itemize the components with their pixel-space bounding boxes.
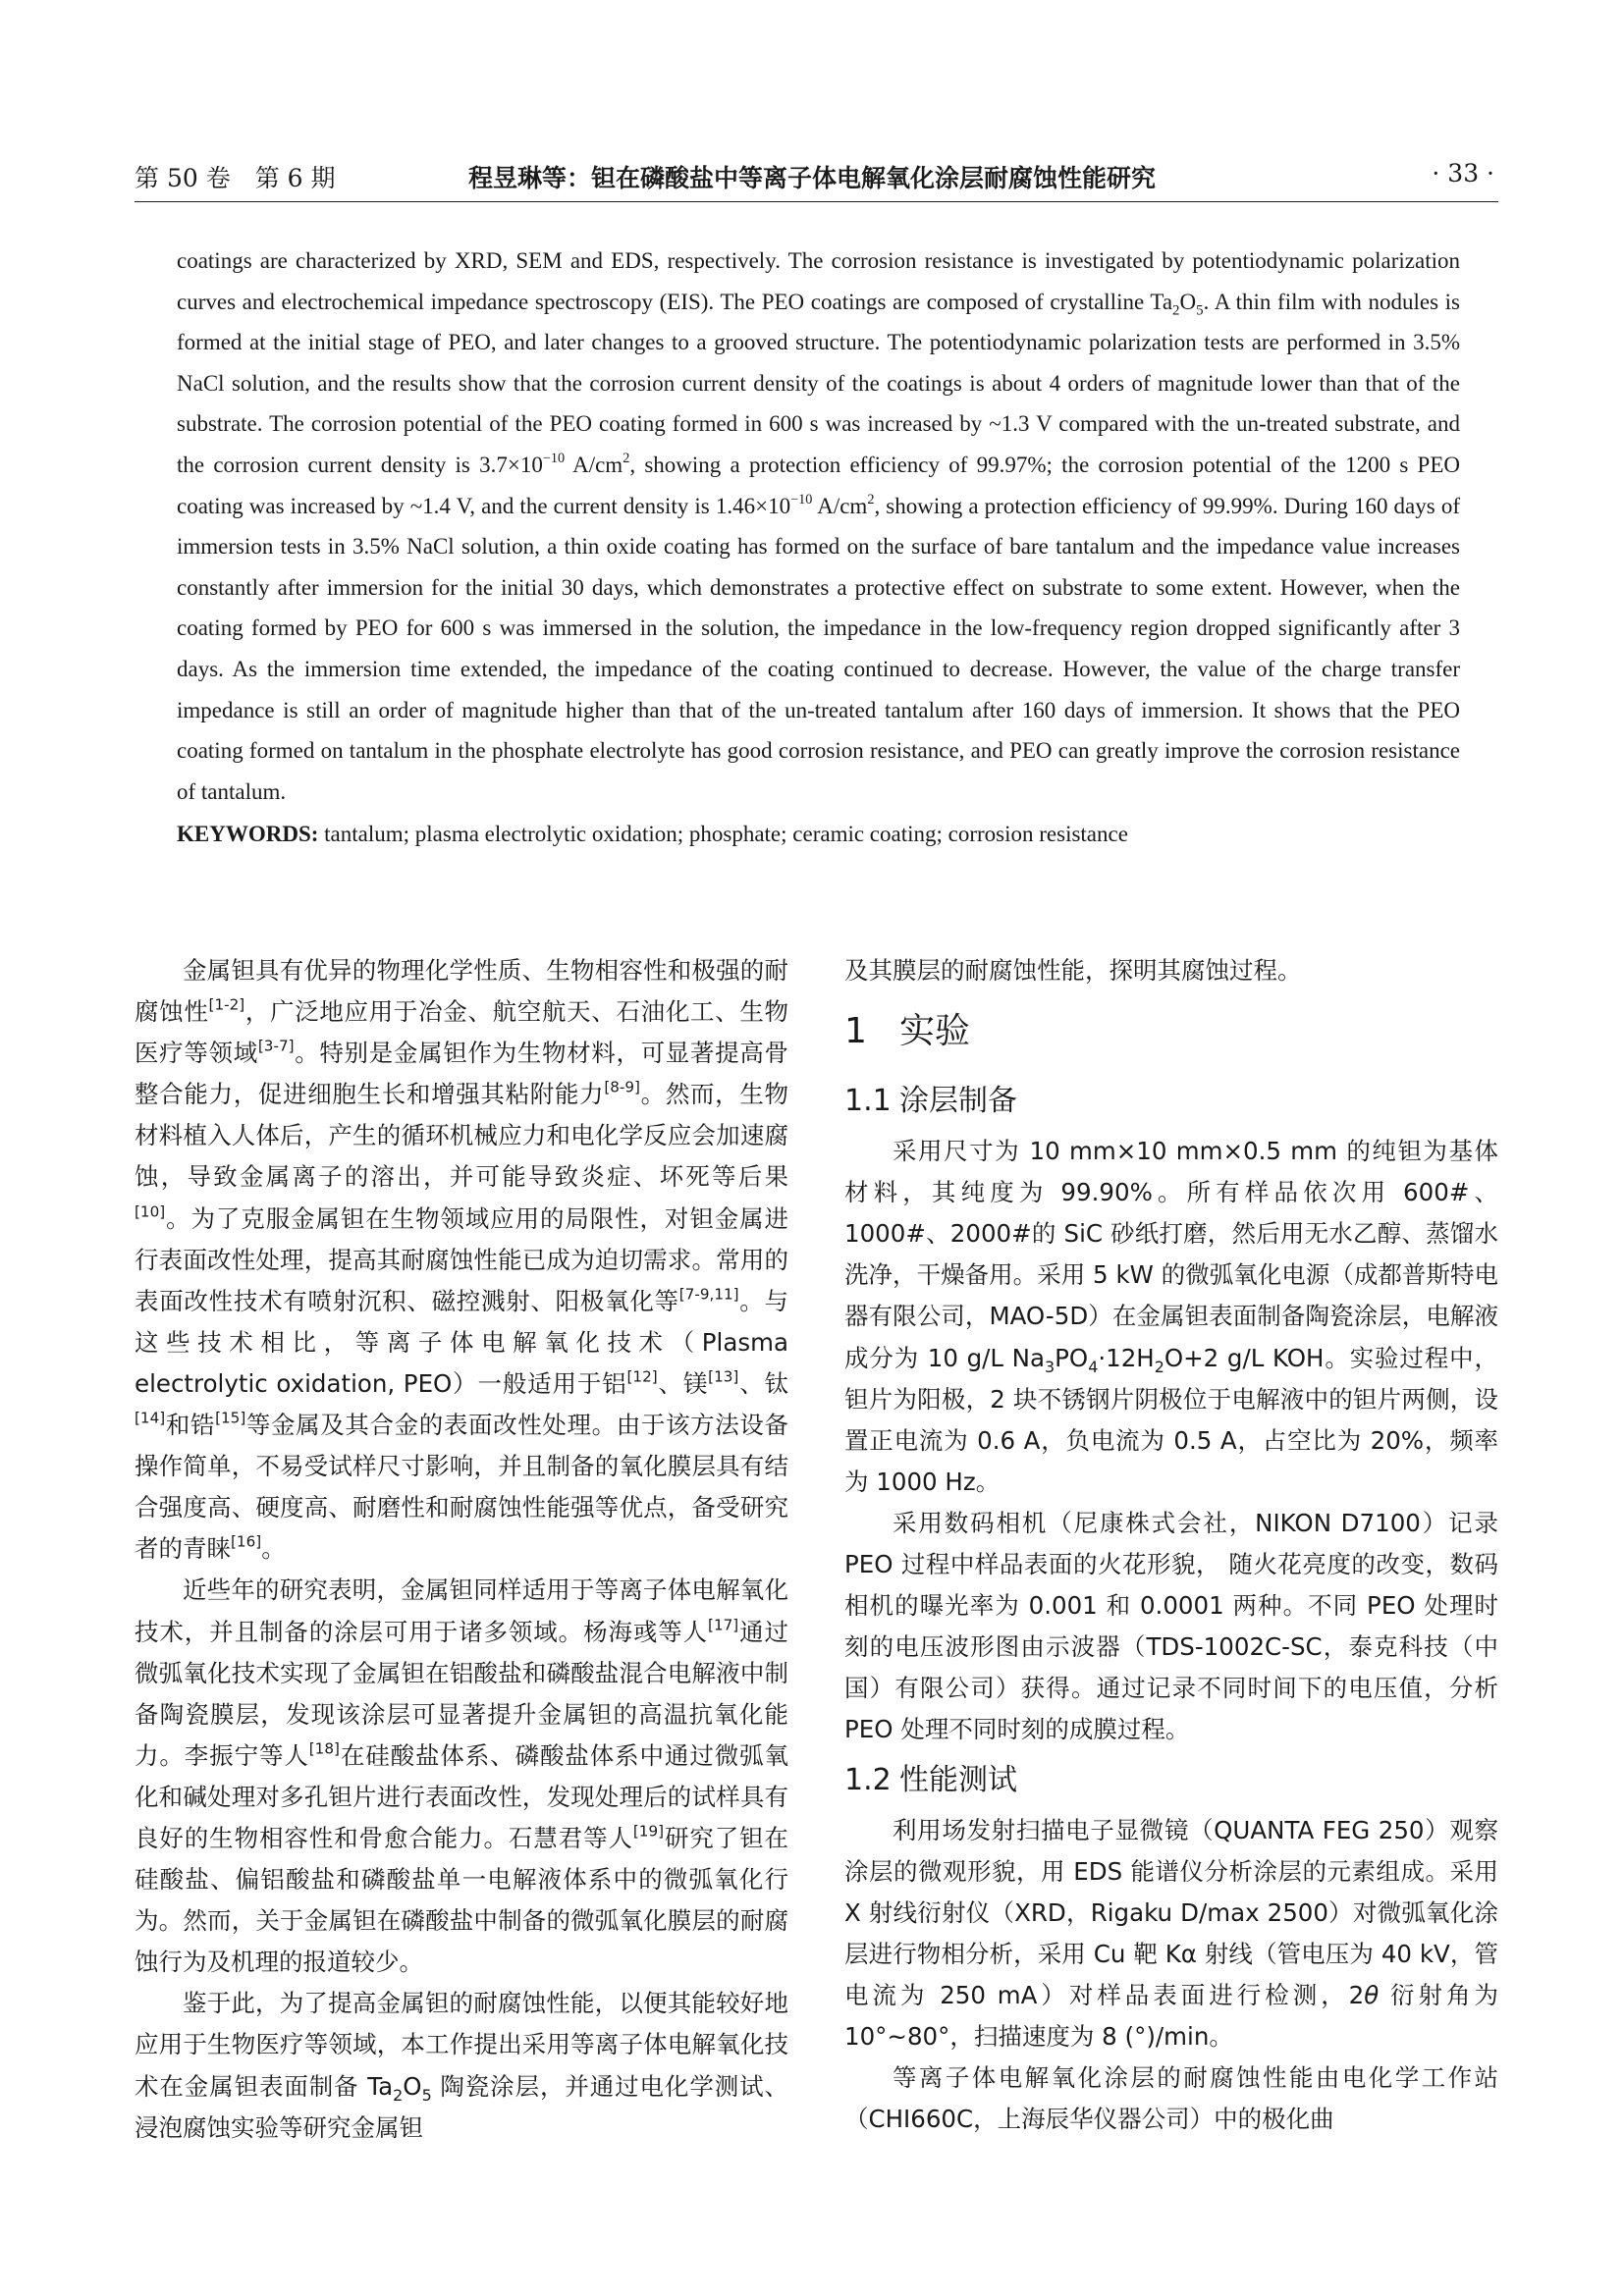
method-paragraph-4: 等离子体电解氧化涂层的耐腐蚀性能由电化学工作站（CHI660C，上海辰华仪器公司）中的极化曲 — [844, 2063, 1498, 2134]
running-head — [135, 155, 1498, 198]
subsection-title: 性能测试 — [899, 1762, 1017, 1797]
keywords-label: KEYWORDS: — [177, 822, 319, 847]
subsection-number: 1.2 — [844, 1762, 892, 1797]
method-paragraph-2: 采用数码相机（尼康株式会社，NIKON D7100）记录 PEO 过程中样品表面的火花形貌， 随火花亮度的改变，数码相机的曝光率为 0.001 和 0.0001 两种。不同 PEO 处理时刻的电压波形图由示波器（TDS-1002C-SC，泰克科技（中国）有限公司）获得。通过记录不同时间下的电压值，分析 PEO 处理不同时刻的成膜过程。 — [844, 1508, 1498, 1744]
subsection-number: 1.1 — [844, 1084, 892, 1119]
method-paragraph-1: 采用尺寸为 10 mm×10 mm×0.5 mm 的纯钽为基体材料，其纯度为 99.90%。所有样品依次用 600#、1000#、2000#的 SiC 砂纸打磨，然后用无水乙醇、蒸馏水洗净，干燥备用。采用 5 kW 的微弧氧化电源（成都普斯特电器有限公司，MAO-5D）在金属钽表面制备陶瓷涂层，电解液成分为 10 g/L $Na_3PO_4\cdot 12H_2O+2$ g/L KOH。实验过程中，钽片为阳极，2 块不锈钢片阴极位于电解液中的钽片两侧，设置正电流为 0.6 A，负电流为 0.5 A，占空比为 20%，频率为 1000 Hz。 — [844, 1137, 1498, 1496]
keywords-list: tantalum; plasma electrolytic oxidation; phosphate; ceramic coating; corrosion resistance — [318, 822, 1128, 847]
keywords — [177, 814, 1460, 855]
intro-paragraph-3-continued: 及其膜层的耐腐蚀性能，探明其腐蚀过程。 — [844, 956, 1302, 985]
subsection-heading-performance-testing — [844, 1751, 1498, 1810]
abstract-body: coatings are characterized by XRD, SEM and EDS, respectively. The corrosion resistance is investigated by potentiodynamic polarization curves and electrochemical impedance spectroscopy (EIS). The PEO coatings are composed of crystalline $Ta_2O_5$. A thin film with nodules is formed at the initial stage of PEO, and later changes to a grooved structure. The potentiodynamic polarization tests are performed in 3.5% NaCl solution, and the results show that the corrosion current density of the coatings is about 4 orders of magnitude lower than that of the substrate. The corrosion potential of the PEO coating formed in 600 s was increased by ~1.3 V compared with the un-treated substrate, and the corrosion current density is $3.7\times 10^{-10}$ $A/cm^2$, showing a protection efficiency of 99.97%; the corrosion potential of the 1200 s PEO coating was increased by ~1.4 V, and the current density is $1.46\times 10^{-10}$ $A/cm^2$, showing a protection efficiency of 99.99%. During 160 days of immersion tests in 3.5% NaCl solution, a thin oxide coating has formed on the surface of bare tantalum and the impedance value increases constantly after immersion for the initial 30 days, which demonstrates a protective effect on substrate to some extent. However, when the coating formed by PEO for 600 s was immersed in the solution, the impedance in the low-frequency region dropped significantly after 3 days. As the immersion time extended, the impedance of the coating continued to decrease. However, the value of the charge transfer impedance is still an order of magnitude higher than that of the un-treated tantalum after 160 days of immersion. It shows that the PEO coating formed on tantalum in the phosphate electrolyte has good corrosion resistance, and PEO can greatly improve the corrosion resistance of tantalum. — [177, 248, 1460, 804]
subsection-heading-coating-preparation — [844, 1072, 1498, 1131]
right-column — [844, 950, 1498, 2140]
volume-issue: 第 50 卷 第 6 期 — [135, 164, 336, 192]
section-number: 1 — [844, 1011, 867, 1052]
section-title: 实验 — [899, 1011, 971, 1052]
intro-paragraph-3: 鉴于此，为了提高金属钽的耐腐蚀性能，以便其能较好地应用于生物医疗等领域，本工作提出采用等离子体电解氧化技术在金属钽表面制备 $Ta_2O_5$ 陶瓷涂层，并通过电化学测试、浸泡腐蚀实验等研究金属钽 — [135, 1989, 788, 2142]
left-column — [135, 950, 788, 2149]
section-heading-experiment — [844, 991, 1498, 1072]
header-rule — [135, 201, 1498, 202]
subsection-title: 涂层制备 — [899, 1084, 1017, 1119]
intro-paragraph-1: 金属钽具有优异的物理化学性质、生物相容性和极强的耐腐蚀性[1-2]，广泛地应用于冶金、航空航天、石油化工、生物医疗等领域[3-7]。特别是金属钽作为生物材料，可显著提高骨整合能力，促进细胞生长和增强其粘附能力[8-9]。然而，生物材料植入人体后，产生的循环机械应力和电化学反应会加速腐蚀，导致金属离子的溶出，并可能导致炎症、坏死等后果[10]。为了克服金属钽在生物领域应用的局限性，对钽金属进行表面改性处理，提高其耐腐蚀性能已成为迫切需求。常用的表面改性技术有喷射沉积、磁控溅射、阳极氧化等[7-9,11]。与这些技术相比，等离子体电解氧化技术（Plasma electrolytic oxidation, PEO）一般适用于铝[12]、镁[13]、钛[14]和锆[15]等金属及其合金的表面改性处理。由于该方法设备操作简单，不易受试样尺寸影响，并且制备的氧化膜层具有结合强度高、硬度高、耐磨性和耐腐蚀性能强等优点，备受研究者的青睐[16]。 — [135, 956, 789, 1564]
page-number: · 33 · — [1432, 159, 1494, 187]
method-paragraph-3: 利用场发射扫描电子显微镜（QUANTA FEG 250）观察涂层的微观形貌，用 EDS 能谱仪分析涂层的元素组成。采用 X 射线衍射仪（XRD，Rigaku D/max 2500）对微弧氧化涂层进行物相分析，采用 Cu 靶 Kα 射线（管电压为 40 kV，管电流为 250 mA）对样品表面进行检测，2θ 衍射角为 10°~80°，扫描速度为 8 (°)/min。 — [844, 1815, 1498, 2051]
english-abstract — [177, 240, 1460, 855]
intro-paragraph-2: 近些年的研究表明，金属钽同样适用于等离子体电解氧化技术，并且制备的涂层可用于诸多领域。杨海彧等人[17]通过微弧氧化技术实现了金属钽在铝酸盐和磷酸盐混合电解液中制备陶瓷膜层，发现该涂层可显著提升金属钽的高温抗氧化能力。李振宁等人[18]在硅酸盐体系、磷酸盐体系中通过微弧氧化和碱处理对多孔钽片进行表面改性，发现处理后的试样具有良好的生物相容性和骨愈合能力。石慧君等人[19]研究了钽在硅酸盐、偏铝酸盐和磷酸盐单一电解液体系中的微弧氧化行为。然而，关于金属钽在磷酸盐中制备的微弧氧化膜层的耐腐蚀行为及机理的报道较少。 — [135, 1575, 789, 1977]
running-title: 程昱琳等：钽在磷酸盐中等离子体电解氧化涂层耐腐蚀性能研究 — [468, 164, 1157, 192]
